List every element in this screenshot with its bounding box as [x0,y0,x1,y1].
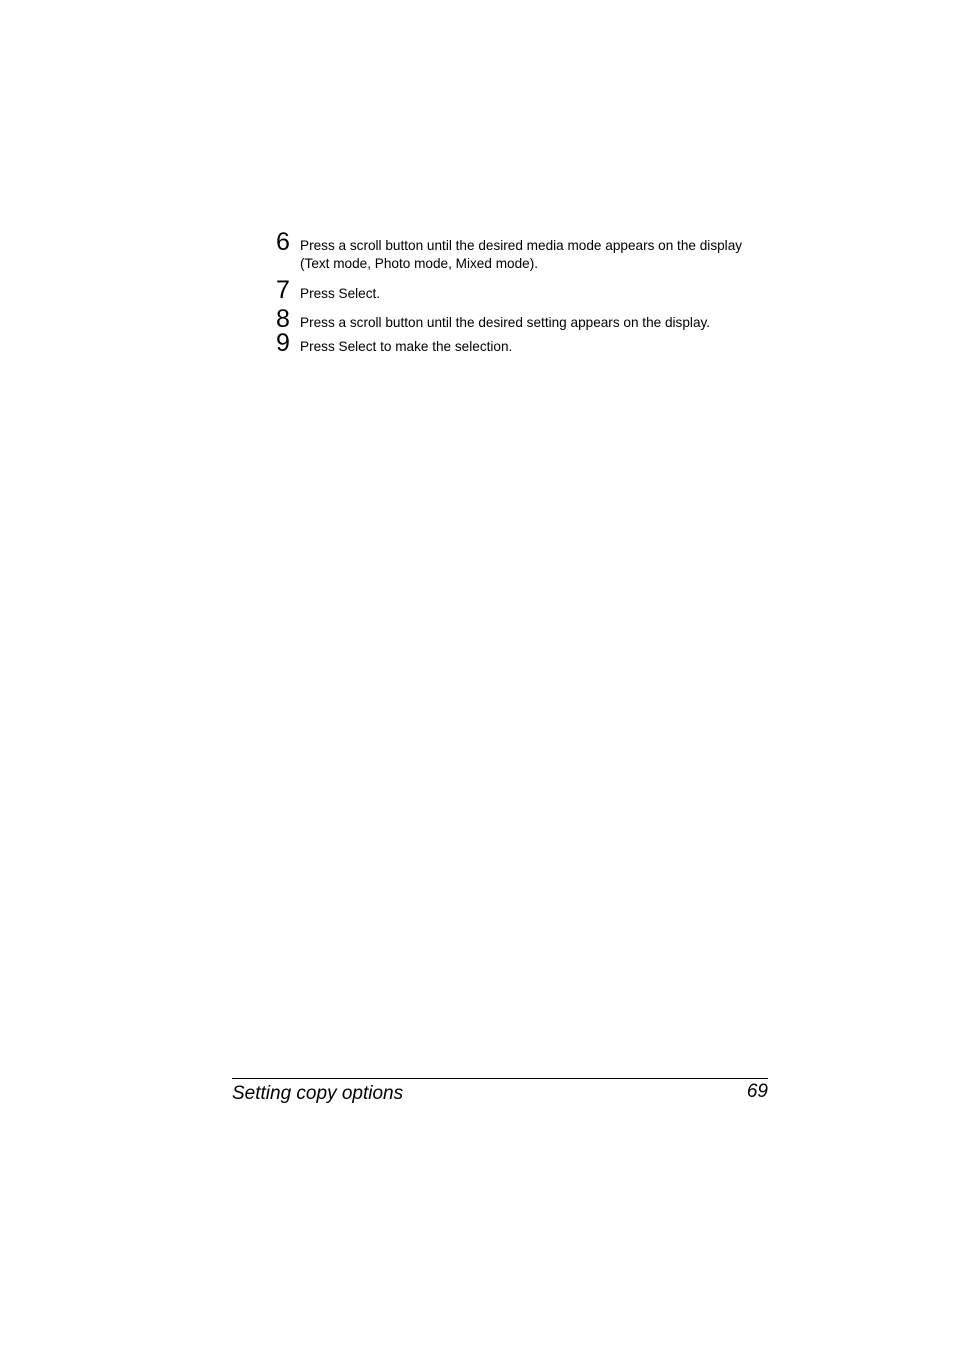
step-text: Press a scroll button until the desired media mode appears on the display (Text mode, Photo mode, Mixed mode). [300,238,743,271]
step-text: Press Select. [300,286,381,301]
step-number: 8 [276,305,290,333]
step-text: Press Select to make the selection. [300,339,513,354]
step-number: 7 [276,276,290,304]
footer-divider [232,1078,768,1079]
step-number: 6 [276,228,290,256]
step-text: Press a scroll button until the desired setting appears on the display. [300,315,711,330]
step-number: 9 [276,329,290,357]
step-item [276,306,776,332]
page-number: 69 [746,1081,768,1102]
step-item [276,330,776,356]
footer-section-title: Setting copy options [232,1083,404,1104]
step-item [276,229,776,273]
step-list [276,229,776,356]
step-item [276,277,776,303]
